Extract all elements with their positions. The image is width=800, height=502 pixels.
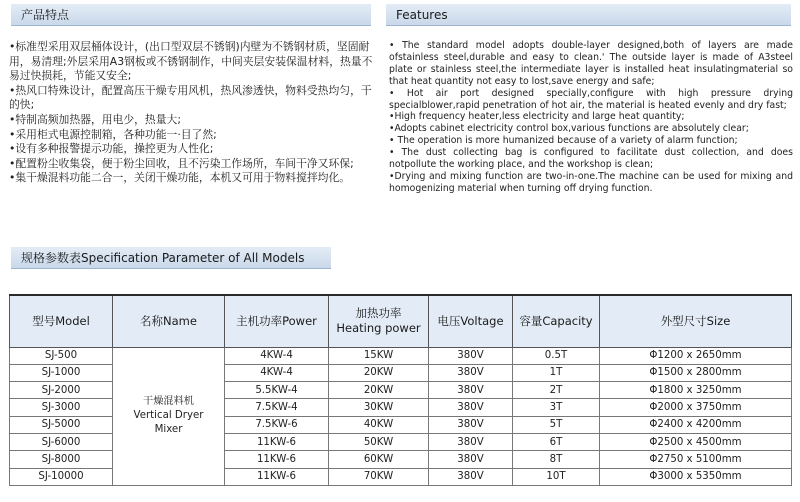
cell-heating: 40KW: [329, 416, 429, 433]
table-row: [10, 347, 792, 364]
cell-power: 4KW-4: [225, 347, 329, 364]
col-header-voltage: 电压Voltage: [429, 295, 513, 347]
cell-model: SJ-500: [10, 347, 113, 364]
cell-capacity: 8T: [513, 451, 600, 468]
cell-heating: 15KW: [329, 347, 429, 364]
feature-cn-item: •标准型采用双层桶体设计，(出口型双层不锈钢)内壁为不锈钢材质，坚固耐用，易清理;外层采用A3钢板或不锈钢制作，中间夹层安装保温材料，热量不易过快损耗，节能又安全;: [9, 40, 373, 83]
col-header-model: 型号Model: [10, 295, 113, 347]
cell-voltage: 380V: [429, 416, 513, 433]
cell-capacity: 6T: [513, 433, 600, 450]
cell-power: 11KW-6: [225, 433, 329, 450]
cell-model: SJ-3000: [10, 399, 113, 416]
cell-size: Φ2400 x 4200mm: [600, 416, 792, 433]
spec-table: [9, 294, 792, 486]
feature-cn-item: •热风口特殊设计，配置高压干燥专用风机，热风渗透快，物料受热均匀，干的快;: [9, 83, 372, 112]
cell-size: Φ2000 x 3750mm: [600, 399, 792, 416]
cell-model: SJ-1000: [10, 364, 113, 381]
feature-en-item: •Drying and mixing function are two-in-one.The machine can be used for mixing and homogenizing material when turning off drying function.: [389, 170, 793, 194]
feature-cn-item: •配置粉尘收集袋，便于粉尘回收，且不污染工作场所，车间干净又环保;: [9, 156, 354, 170]
cell-name: [113, 347, 225, 485]
feature-en-item: •Adopts cabinet electricity control box,various functions are absolutely clear;: [389, 123, 749, 135]
feature-en-item: •High frequency heater,less electricity and large heat quantity;: [389, 111, 685, 123]
feature-en-item: • The standard model adopts double-layer designed,both of layers are made ofstainless steel,durable and easy to clean.' The outside layer is made of A3steel plate or stainless steel,the intermediate layer is installed heat insulatingmaterial so that heat quantity not easy to lost,save energy and safe;: [389, 40, 793, 87]
cell-voltage: 380V: [429, 399, 513, 416]
cell-power: 7.5KW-6: [225, 416, 329, 433]
cell-voltage: 380V: [429, 347, 513, 364]
cell-voltage: 380V: [429, 468, 513, 485]
name-line-en1: Vertical Dryer: [133, 410, 204, 422]
feature-en-item: • The operation is more humanized because of a variety of alarm function;: [389, 135, 738, 147]
cell-voltage: 380V: [429, 451, 513, 468]
cell-heating: 60KW: [329, 451, 429, 468]
cell-size: Φ2750 x 5100mm: [600, 451, 792, 468]
name-line-cn: 干燥混料机: [143, 396, 194, 408]
cell-model: SJ-10000: [10, 468, 113, 485]
cell-size: Φ3000 x 5350mm: [600, 468, 792, 485]
table-header-row: [10, 295, 792, 347]
spec-table-header: 规格参数表Specification Parameter of All Models: [11, 247, 331, 269]
features-en-list: [389, 40, 793, 195]
cell-power: 11KW-6: [225, 468, 329, 485]
cell-capacity: 5T: [513, 416, 600, 433]
feature-cn-item: •集干燥混料功能二合一，关闭干燥功能，本机又可用于物料搅拌均化。: [9, 171, 351, 185]
cell-capacity: 3T: [513, 399, 600, 416]
cell-size: Φ2500 x 4500mm: [600, 433, 792, 450]
cell-size: Φ1200 x 2650mm: [600, 347, 792, 364]
feature-en-item: • The dust collecting bag is configured to facilitate dust collection, and does notpollute the working place, and the workshop is clean;: [389, 147, 793, 171]
spec-table-body: [10, 347, 792, 485]
features-cn-list: [9, 40, 375, 186]
feature-cn-item: •采用柜式电源控制箱，各种功能一·目了然;: [9, 127, 217, 141]
features-cn-header: 产品特点: [11, 4, 371, 26]
col-header-size: 外型尺寸Size: [600, 295, 792, 347]
name-line-en2: Mixer: [154, 424, 183, 436]
cell-power: 5.5KW-4: [225, 382, 329, 399]
heating-header-cn: 加热功率: [355, 306, 402, 321]
cell-model: SJ-5000: [10, 416, 113, 433]
col-header-name: 名称Name: [113, 295, 225, 347]
cell-size: Φ1500 x 2800mm: [600, 364, 792, 381]
heating-header-en: Heating power: [336, 321, 421, 336]
col-header-power: 主机功率Power: [225, 295, 329, 347]
features-en-header: Features: [386, 4, 791, 26]
cell-capacity: 0.5T: [513, 347, 600, 364]
cell-heating: 30KW: [329, 399, 429, 416]
cell-heating: 70KW: [329, 468, 429, 485]
cell-voltage: 380V: [429, 433, 513, 450]
cell-capacity: 1T: [513, 364, 600, 381]
cell-heating: 20KW: [329, 382, 429, 399]
cell-capacity: 10T: [513, 468, 600, 485]
cell-voltage: 380V: [429, 382, 513, 399]
cell-model: SJ-6000: [10, 433, 113, 450]
cell-model: SJ-2000: [10, 382, 113, 399]
cell-power: 7.5KW-4: [225, 399, 329, 416]
feature-en-item: • Hot air port designed specially,configure with high pressure drying specialblower,rapid penetration of hot air, the material is heated evenly and dry fast;: [389, 87, 793, 111]
cell-voltage: 380V: [429, 364, 513, 381]
col-header-capacity: 容量Capacity: [513, 295, 600, 347]
cell-power: 4KW-4: [225, 364, 329, 381]
cell-heating: 20KW: [329, 364, 429, 381]
cell-capacity: 2T: [513, 382, 600, 399]
feature-cn-item: •设有多种报警提示功能，操控更为人性化;: [9, 142, 214, 156]
cell-model: SJ-8000: [10, 451, 113, 468]
feature-cn-item: •特制高频加热器，用电少，热量大;: [9, 112, 181, 126]
cell-size: Φ1800 x 3250mm: [600, 382, 792, 399]
cell-heating: 50KW: [329, 433, 429, 450]
col-header-heating: [329, 295, 429, 347]
cell-power: 11KW-6: [225, 451, 329, 468]
